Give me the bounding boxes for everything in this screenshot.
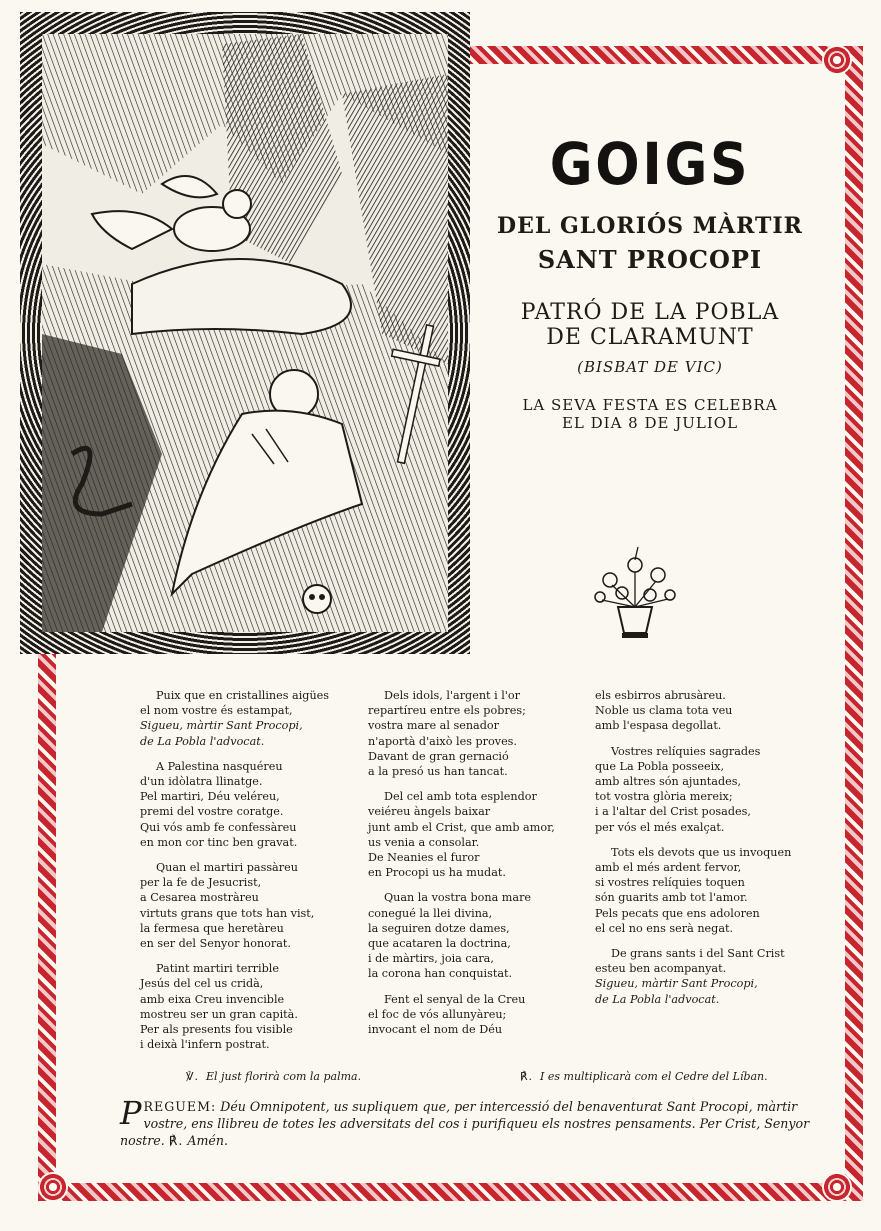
title-goigs: GOIGS <box>549 130 751 198</box>
stanza-line: per la fe de Jesucrist, <box>140 876 262 890</box>
prayer-response-mark: ℟. <box>168 1133 184 1148</box>
stanza-line: Del cel amb tota esplendor <box>384 790 537 804</box>
stanza-line: junt amb el Crist, que amb amor, <box>368 820 555 834</box>
response <box>520 1070 768 1083</box>
stanza <box>140 759 380 850</box>
prayer-dropcap: P <box>120 1094 142 1132</box>
stanza-line: Per als presents fou visible <box>140 1023 293 1037</box>
title-block <box>480 130 820 432</box>
versicle <box>186 1070 361 1083</box>
stanza-line: Vostres relíquies sagrades <box>611 744 761 758</box>
versicle-text: El just florirà com la palma. <box>206 1070 362 1083</box>
stanza-line: la corona han conquistat. <box>368 967 513 981</box>
stanza-line: Puix que en cristallines aigües <box>156 689 330 702</box>
subtitle-line-1: PATRÓ DE LA POBLA <box>520 300 780 325</box>
hymn-column-3 <box>595 688 835 1017</box>
stanza-line: els esbirros abrusàreu. <box>595 689 726 702</box>
stanza-line: i a l'altar del Crist posades, <box>595 805 751 819</box>
response-text: I es multiplicarà com el Cedre del Líban. <box>540 1070 768 1083</box>
stanza-line: conegué la llei divina, <box>368 906 493 920</box>
stanza <box>140 860 380 951</box>
stanza-line: són guarits amb tot l'amor. <box>595 891 748 905</box>
stanza <box>368 890 608 981</box>
stanza-line: invocant el nom de Déu <box>368 1023 503 1037</box>
stanza-line: amb eixa Creu invencible <box>140 992 285 1006</box>
feast-line-2: EL DIA 8 DE JULIOL <box>561 414 739 432</box>
saint-praying-woodcut-icon <box>42 34 448 632</box>
stanza-line: amb el més ardent fervor, <box>595 861 742 875</box>
stanza-line: premi del vostre coratge. <box>140 805 284 819</box>
stanza-line: repartíreu entre els pobres; <box>368 704 526 718</box>
stanza-line: esteu ben acompanyat. <box>595 962 727 976</box>
woodcut-illustration <box>20 12 470 654</box>
stanza-line: veiéreu àngels baixar <box>368 805 491 819</box>
stanza-line: n'aportà d'això les proves. <box>368 734 517 748</box>
stanza-line: per vós el més exalçat. <box>595 820 725 834</box>
stanza-line: virtuts grans que tots han vist, <box>140 906 315 920</box>
stanza-line: el foc de vós allunyàreu; <box>368 1007 507 1021</box>
stanza-line: tot vostra glòria mereix; <box>595 790 733 804</box>
stanza-line: De grans sants i del Sant Crist <box>611 947 785 961</box>
prayer-heading: REGUEM: <box>143 1099 217 1114</box>
versicle-mark: ℣. <box>186 1070 200 1083</box>
feast-line-1: LA SEVA FESTA ES CELEBRA <box>522 396 778 414</box>
stanza-line: a Cesarea mostràreu <box>140 891 259 905</box>
stanza-line: d'un idòlatra llinatge. <box>140 775 263 789</box>
stanza-line: Pels pecats que ens adoloren <box>595 906 760 920</box>
stanza-line: Jesús del cel us cridà, <box>140 977 264 991</box>
prayer <box>120 1094 810 1149</box>
stanza-line: de La Pobla l'advocat. <box>140 734 265 748</box>
flower-vase-ornament-icon <box>590 545 680 640</box>
stanza-line: Davant de gran gernació <box>368 749 509 763</box>
stanza-line: mostreu ser un gran capità. <box>140 1007 298 1021</box>
stanza <box>595 845 835 936</box>
stanza-line: el cel no ens serà negat. <box>595 921 734 935</box>
stanza-line: Qui vós amb fe confessàreu <box>140 820 297 834</box>
stanza-line: Pel martiri, Déu veléreu, <box>140 790 280 804</box>
stanza-line: vostra mare al senador <box>368 719 499 733</box>
stanza-line: la seguiren dotze dames, <box>368 921 510 935</box>
stanza <box>368 789 608 880</box>
stanza-line: Quan el martiri passàreu <box>156 861 298 875</box>
stanza-line: en mon cor tinc ben gravat. <box>140 835 298 849</box>
stanza-line: si vostres relíquies toquen <box>595 876 745 890</box>
title-line-1: DEL GLORIÓS MÀRTIR <box>497 213 803 239</box>
stanza <box>140 961 380 1052</box>
stanza <box>368 992 608 1038</box>
stanza-line: a la presó us han tancat. <box>368 765 508 779</box>
stanza-line: que La Pobla posseeix, <box>595 759 725 773</box>
prayer-text: Déu Omnipotent, us supliquem que, per intercessió del benaventurat Sant Procopi, màrtir vostre, ens llibreu de totes les adversitats del cos i purifiqueu els nostres pensaments. Per Crist, Senyor nostre. <box>120 1099 810 1148</box>
stanza-line: en ser del Senyor honorat. <box>140 937 291 951</box>
stanza <box>140 688 380 749</box>
title-line-2: SANT PROCOPI <box>537 245 763 274</box>
stanza-line: Sigueu, màrtir Sant Procopi, <box>595 977 758 991</box>
stanza-line: la fermesa que heretàreu <box>140 921 284 935</box>
hymn-column-1 <box>140 688 380 1062</box>
stanza <box>595 744 835 835</box>
stanza-line: Patint martiri terrible <box>156 962 279 976</box>
stanza-line: en Procopi us ha mudat. <box>368 866 506 880</box>
hymn-column-2 <box>368 688 608 1047</box>
stanza-line: Dels idols, l'argent i l'or <box>384 689 520 702</box>
stanza-line: Quan la vostra bona mare <box>384 891 532 905</box>
stanza <box>368 688 608 779</box>
rosette-ornament-icon <box>38 1172 68 1202</box>
stanza-line: Fent el senyal de la Creu <box>384 992 526 1006</box>
stanza <box>595 946 835 1007</box>
stanza-line: el nom vostre és estampat, <box>140 704 293 718</box>
diocese-line: (BISBAT DE VIC) <box>577 358 723 376</box>
stanza-line: de La Pobla l'advocat. <box>595 992 720 1006</box>
stanza <box>595 688 835 734</box>
stanza-line: amb altres són ajuntades, <box>595 775 742 789</box>
stanza-line: A Palestina nasquéreu <box>156 759 283 773</box>
stanza-line: Tots els devots que us invoquen <box>611 845 792 859</box>
rosette-ornament-icon <box>822 1172 852 1202</box>
stanza-line: Noble us clama tota veu <box>595 704 733 718</box>
prayer-amen: Amén. <box>187 1133 228 1148</box>
rosette-ornament-icon <box>822 45 852 75</box>
stanza-line: us venia a consolar. <box>368 835 480 849</box>
stanza-line: i de màrtirs, joia cara, <box>368 952 494 966</box>
response-mark: ℟. <box>520 1070 534 1083</box>
stanza-line: i deixà l'infern postrat. <box>140 1038 270 1052</box>
subtitle-line-2: DE CLARAMUNT <box>546 325 754 350</box>
stanza-line: amb l'espasa degollat. <box>595 719 722 733</box>
stanza-line: Sigueu, màrtir Sant Procopi, <box>140 719 303 733</box>
stanza-line: que acataren la doctrina, <box>368 937 511 951</box>
stanza-line: De Neanies el furor <box>368 851 480 865</box>
